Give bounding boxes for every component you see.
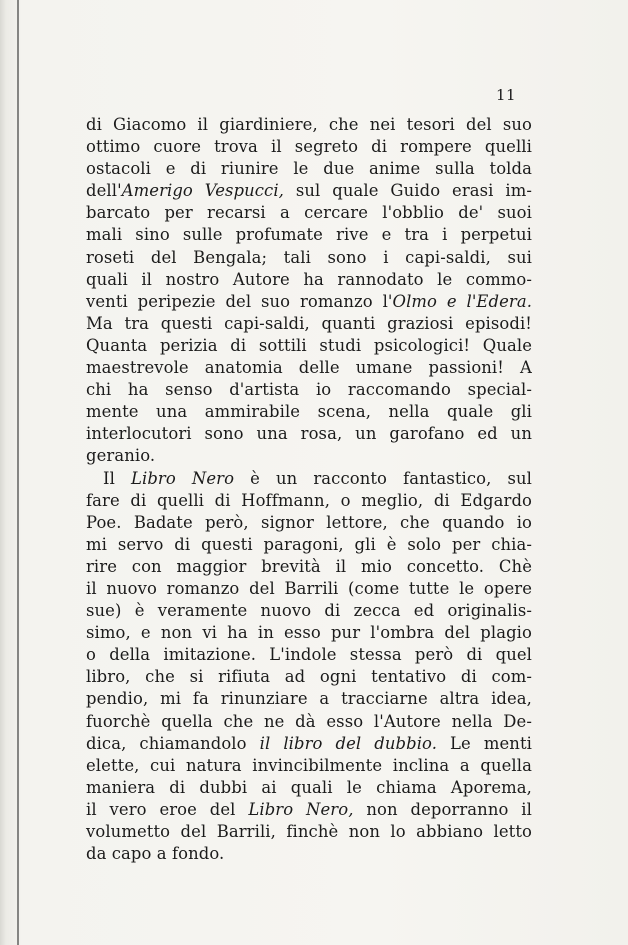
- text-run: interlocutori sono una rosa, un garofano ed un: [86, 424, 532, 444]
- text-line: [86, 202, 532, 224]
- text-line: [86, 490, 532, 512]
- text-run: il nuovo romanzo del Barrili (come tutte le opere: [86, 578, 532, 598]
- text-run: sul quale Guido erasi im-: [284, 181, 532, 201]
- text-run: mali sino sulle profumate rive e tra i perpetui: [86, 225, 532, 245]
- italic-title: Libro Nero: [131, 468, 235, 488]
- text-run: o della imitazione. L'indole stessa però di quel: [86, 645, 532, 665]
- text-line: [86, 379, 532, 401]
- text-line: [86, 578, 532, 600]
- text-run: Quanta perizia di sottili studi psicologici! Quale: [86, 335, 532, 355]
- text-run: simo, e non vi ha in esso pur l'ombra del plagio: [86, 623, 532, 643]
- text-line: [86, 357, 532, 379]
- text-line: [86, 291, 532, 313]
- page-edge: [17, 0, 19, 945]
- text-line: [86, 247, 532, 269]
- text-run: pendio, mi fa rinunziare a tracciarne altra idea,: [86, 689, 532, 709]
- text-run: quali il nostro Autore ha rannodato le commo-: [86, 269, 532, 289]
- text-run: dica, chiamandolo: [86, 733, 260, 753]
- text-run: maestrevole anatomia delle umane passioni! A: [86, 358, 532, 378]
- text-line: [86, 556, 532, 578]
- text-run: dell': [86, 181, 122, 201]
- text-line: [86, 600, 532, 622]
- text-run: volumetto del Barrili, finchè non lo abbiano letto: [86, 822, 532, 841]
- text-line: [86, 534, 532, 556]
- text-run: mente una ammirabile scena, nella quale gli: [86, 402, 532, 422]
- text-run: fare di quelli di Hoffmann, o meglio, di Edgardo: [86, 490, 532, 510]
- text-line: [86, 445, 532, 467]
- text-run: venti peripezie del suo romanzo l': [86, 291, 393, 311]
- body-text: [86, 114, 532, 865]
- italic-title: il libro del dubbio.: [259, 733, 438, 753]
- text-line: [86, 512, 532, 534]
- text-run: il vero eroe del: [86, 799, 249, 819]
- text-line: [86, 644, 532, 666]
- text-line: [86, 423, 532, 445]
- text-run: ostacoli e di riunire le due anime sulla tolda: [86, 159, 532, 179]
- text-line: [86, 335, 532, 357]
- text-run: mi servo di questi paragoni, gli è solo per chia-: [86, 534, 532, 554]
- text-line: [86, 799, 532, 821]
- text-line: [86, 755, 532, 777]
- text-line: [86, 711, 532, 733]
- text-run: ottimo cuore trova il segreto di rompere quelli: [86, 137, 532, 157]
- text-run: sue) è veramente nuovo di zecca ed originalis-: [86, 601, 532, 621]
- text-line: [86, 777, 532, 799]
- text-line: [86, 821, 532, 843]
- text-run: Le menti: [437, 733, 532, 753]
- text-run: di Giacomo il giardiniere, che nei tesori del suo: [86, 115, 532, 134]
- text-run: barcato per recarsi a cercare l'obblio de' suoi: [86, 203, 532, 223]
- text-run: elette, cui natura invincibilmente inclina a quella: [86, 755, 532, 775]
- text-line: [86, 688, 532, 710]
- text-line: [86, 313, 532, 335]
- text-run: rire con maggior brevità il mio concetto. Chè: [86, 556, 532, 576]
- text-line: [86, 733, 532, 755]
- page-number: 11: [496, 86, 517, 104]
- text-line: [86, 666, 532, 688]
- text-run: Ma tra questi capi-saldi, quanti graziosi episodi!: [86, 313, 532, 333]
- italic-title: Olmo e l'Edera.: [392, 291, 532, 311]
- text-line: [86, 468, 532, 490]
- italic-title: Amerigo Vespucci,: [121, 181, 284, 201]
- text-run: maniera di dubbi ai quali le chiama Aporema,: [86, 777, 532, 797]
- text-run: Poe. Badate però, signor lettore, che quando io: [86, 512, 532, 532]
- text-line: [86, 401, 532, 423]
- text-run: da capo a fondo.: [86, 844, 225, 864]
- text-run: fuorchè quella che ne dà esso l'Autore nella De-: [86, 711, 532, 731]
- text-line: [86, 622, 532, 644]
- text-run: è un racconto fantastico, sul: [234, 468, 533, 488]
- text-line: [86, 114, 532, 136]
- text-run: libro, che si rifiuta ad ogni tentativo di com-: [86, 667, 532, 687]
- text-run: chi ha senso d'artista io raccomando special-: [86, 380, 532, 400]
- italic-title: Libro Nero,: [248, 799, 354, 819]
- text-line: [86, 136, 532, 158]
- text-run: geranio.: [86, 446, 156, 466]
- text-line: [86, 180, 532, 202]
- text-line: [86, 158, 532, 180]
- text-line: [86, 224, 532, 246]
- text-run: Il: [103, 468, 131, 488]
- text-run: roseti del Bengala; tali sono i capi-saldi, sui: [86, 247, 532, 267]
- text-run: non deporranno il: [353, 799, 532, 819]
- text-line: [86, 843, 532, 865]
- text-line: [86, 269, 532, 291]
